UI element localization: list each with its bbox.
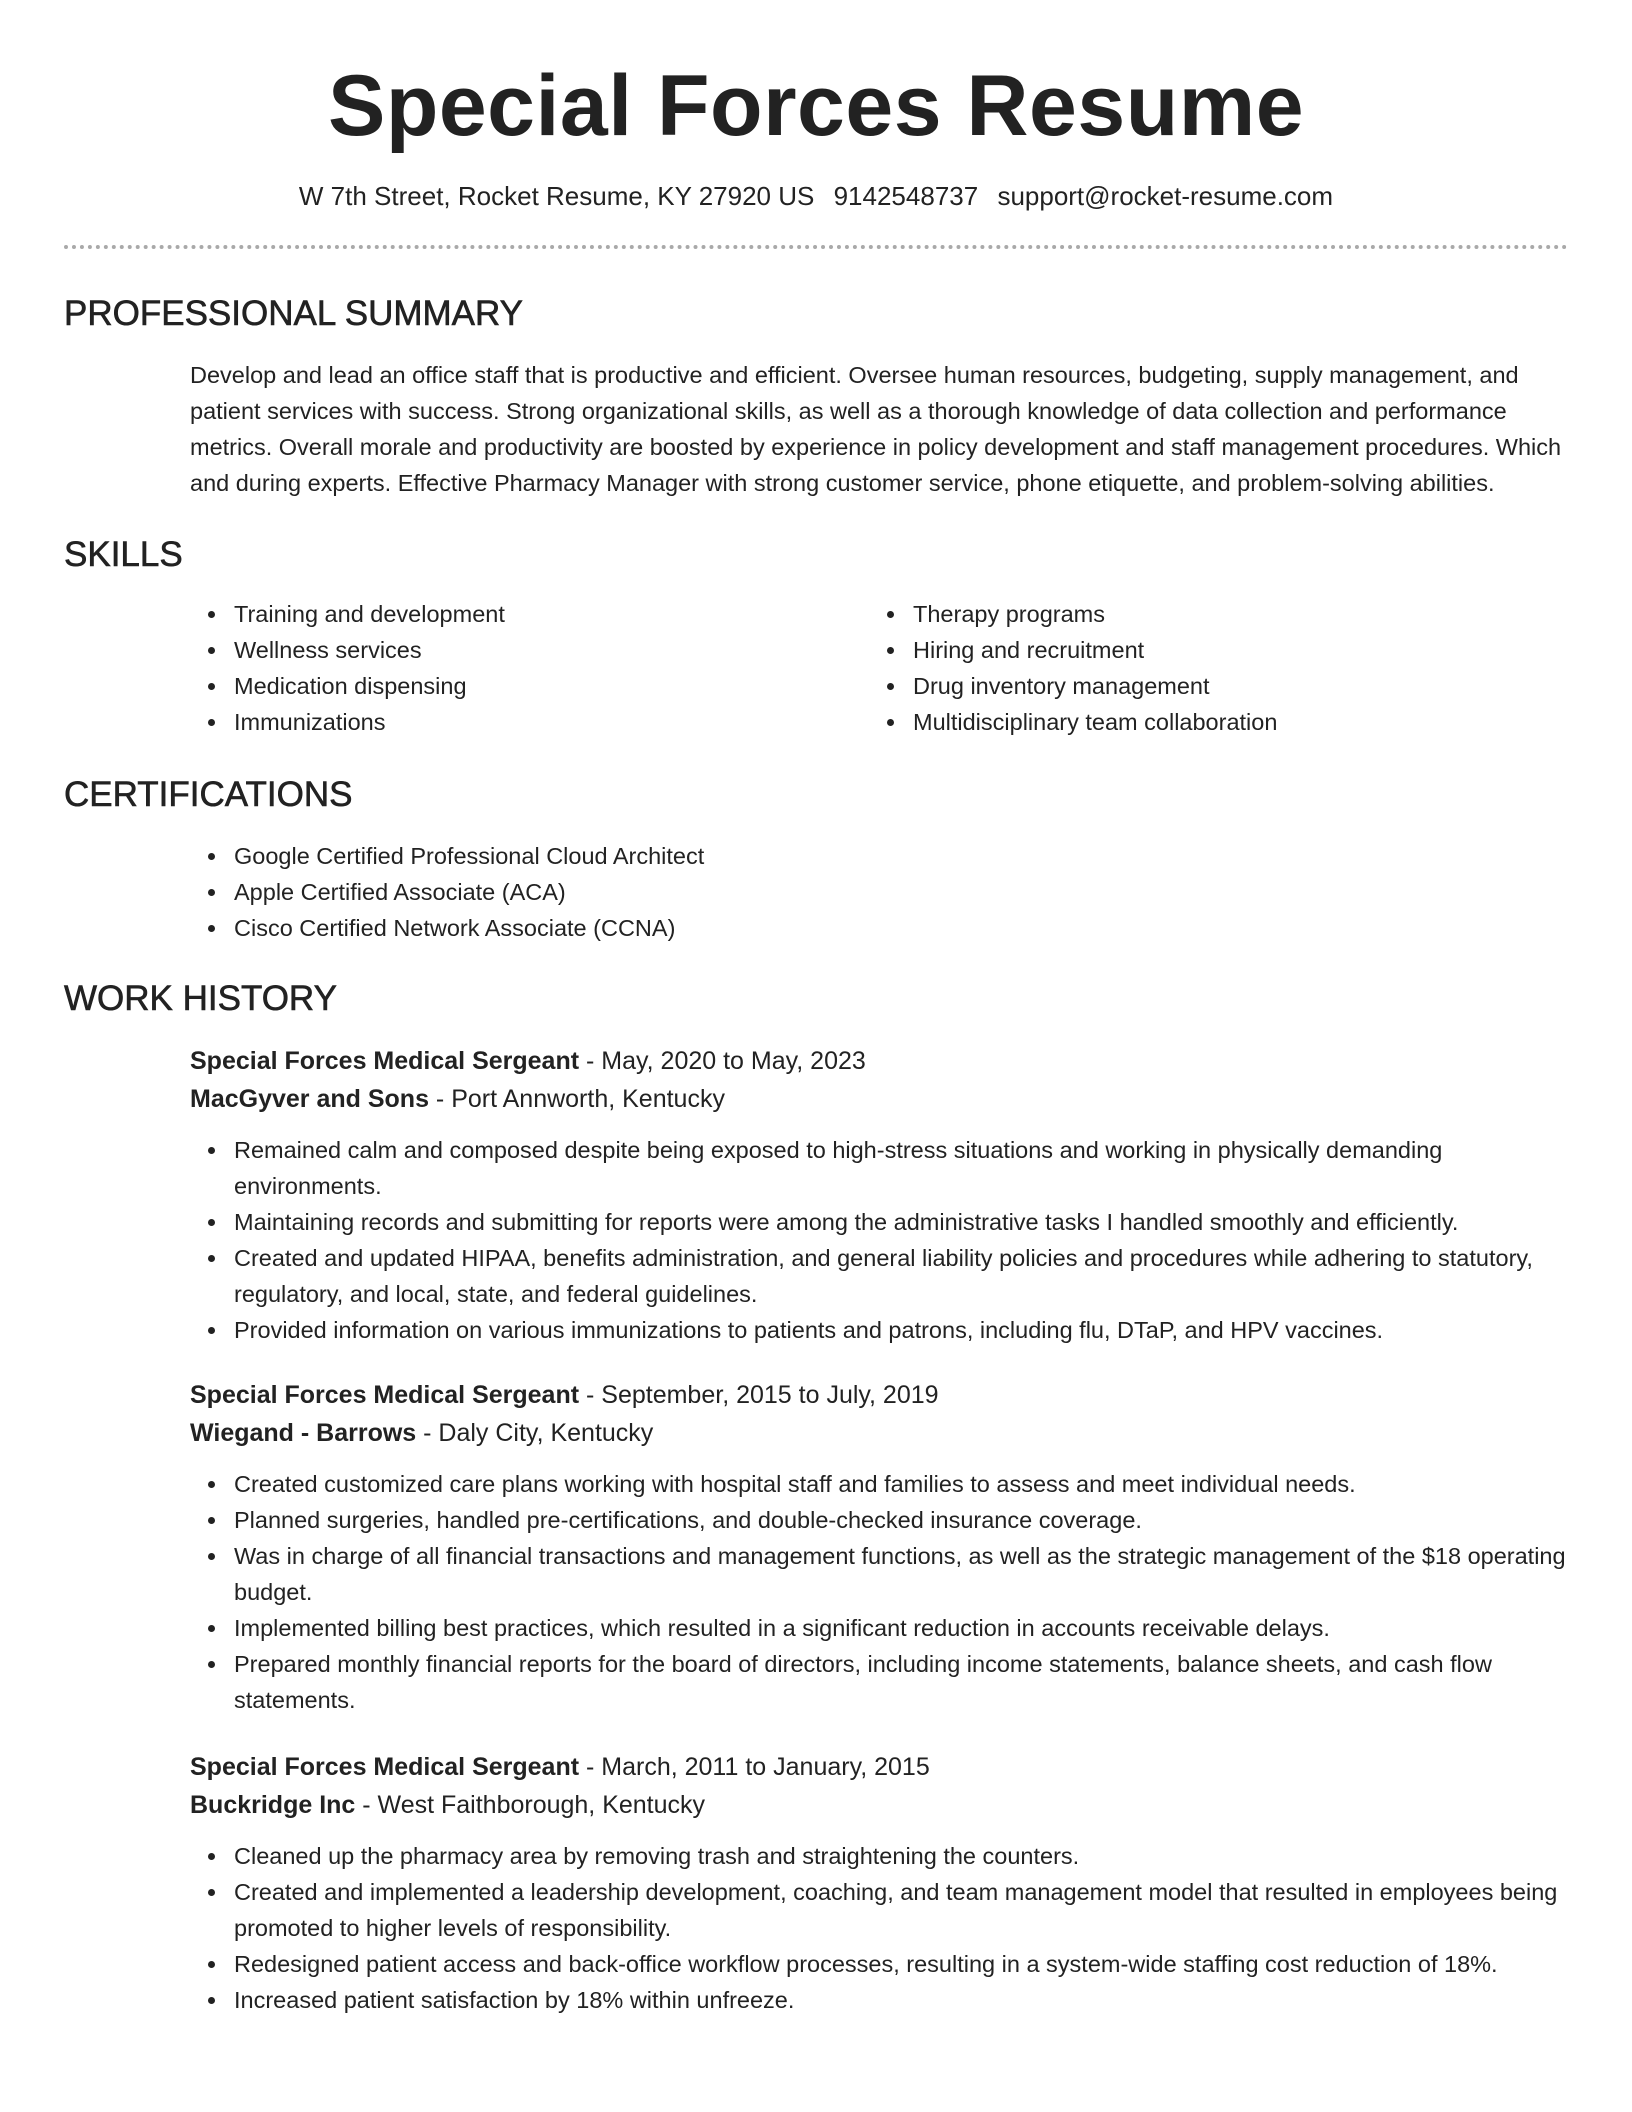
contact-line (64, 180, 1568, 212)
certifications-title: CERTIFICATIONS (64, 775, 353, 814)
job-bullet: Remained calm and composed despite being exposed to high-stress situations and working in physically demanding environments. (234, 1132, 1568, 1204)
job-company-line (190, 1414, 1568, 1452)
skills-column-right (869, 596, 1548, 740)
job-company-line (190, 1786, 1568, 1824)
contact-address: W 7th Street, Rocket Resume, KY 27920 US (298, 181, 815, 211)
skill-item: Medication dispensing (234, 668, 869, 704)
certification-item: Cisco Certified Network Associate (CCNA) (234, 910, 1568, 946)
contact-email: support@rocket-resume.com (997, 181, 1334, 211)
skills-list (190, 596, 1568, 740)
job-bullet: Planned surgeries, handled pre-certifications, and double-checked insurance coverage. (234, 1502, 1568, 1538)
skill-item: Hiring and recruitment (913, 632, 1548, 668)
job-location: - West Faithborough, Kentucky (355, 1791, 706, 1819)
skill-item: Therapy programs (913, 596, 1548, 632)
job-role: Special Forces Medical Sergeant (190, 1753, 580, 1781)
job-bullets (190, 1132, 1568, 1348)
job-bullet: Created and implemented a leadership development, coaching, and team management model that resulted in employees being promoted to higher levels of responsibility. (234, 1874, 1568, 1946)
job-company: Buckridge Inc (190, 1791, 356, 1819)
work-history-title: WORK HISTORY (64, 979, 337, 1018)
job-bullet: Maintaining records and submitting for reports were among the administrative tasks I handled smoothly and efficiently. (234, 1204, 1568, 1240)
job-bullet: Cleaned up the pharmacy area by removing trash and straightening the counters. (234, 1838, 1568, 1874)
skills-column-left (190, 596, 869, 740)
contact-phone: 9142548737 (833, 181, 979, 211)
skill-item: Multidisciplinary team collaboration (913, 704, 1548, 740)
job-company: Wiegand - Barrows (190, 1419, 417, 1447)
job-role-line (190, 1042, 1568, 1080)
job-entry (190, 1042, 1568, 1348)
skill-item: Drug inventory management (913, 668, 1548, 704)
job-bullet: Prepared monthly financial reports for the board of directors, including income statements, balance sheets, and cash flow statements. (234, 1646, 1568, 1718)
certification-item: Google Certified Professional Cloud Architect (234, 838, 1568, 874)
job-entry (190, 1748, 1568, 2018)
job-bullets (190, 1838, 1568, 2018)
resume-name: Special Forces Resume (327, 58, 1305, 154)
certifications-bullets (190, 838, 1568, 946)
certifications-list (190, 838, 1568, 946)
job-bullet: Created and updated HIPAA, benefits administration, and general liability policies and procedures while adhering to statutory, regulatory, and local, state, and federal guidelines. (234, 1240, 1568, 1312)
job-role-line (190, 1376, 1568, 1414)
job-dates: - September, 2015 to July, 2019 (579, 1381, 939, 1409)
skills-title: SKILLS (64, 535, 183, 574)
job-bullet: Created customized care plans working with hospital staff and families to assess and meet individual needs. (234, 1466, 1568, 1502)
header-divider (64, 245, 1568, 249)
summary-title: PROFESSIONAL SUMMARY (64, 294, 523, 333)
skill-item: Wellness services (234, 632, 869, 668)
skill-item: Immunizations (234, 704, 869, 740)
job-dates: - March, 2011 to January, 2015 (579, 1753, 930, 1781)
job-bullets (190, 1466, 1568, 1718)
job-role: Special Forces Medical Sergeant (190, 1047, 580, 1075)
job-bullet: Redesigned patient access and back-office workflow processes, resulting in a system-wide staffing cost reduction of 18%. (234, 1946, 1568, 1982)
job-entry (190, 1376, 1568, 1718)
job-bullet: Implemented billing best practices, which resulted in a significant reduction in accounts receivable delays. (234, 1610, 1568, 1646)
job-role: Special Forces Medical Sergeant (190, 1381, 580, 1409)
summary-text: Develop and lead an office staff that is productive and efficient. Oversee human resources, budgeting, supply management, and patient services with success. Strong organizational skills, as well as a thorough knowledge of data collection and performance metrics. Overall morale and productivity are boosted by experience in policy development and staff management procedures. Which and during experts. Effective Pharmacy Manager with strong customer service, phone etiquette, and problem-solving abilities. (190, 362, 1562, 496)
job-dates: - May, 2020 to May, 2023 (579, 1047, 866, 1075)
job-location: - Port Annworth, Kentucky (428, 1085, 725, 1113)
job-bullet: Increased patient satisfaction by 18% within unfreeze. (234, 1982, 1568, 2018)
skill-item: Training and development (234, 596, 869, 632)
job-role-line (190, 1748, 1568, 1786)
certification-item: Apple Certified Associate (ACA) (234, 874, 1568, 910)
job-company: MacGyver and Sons (190, 1085, 429, 1113)
job-bullet: Provided information on various immunizations to patients and patrons, including flu, DTaP, and HPV vaccines. (234, 1312, 1568, 1348)
job-location: - Daly City, Kentucky (416, 1419, 654, 1447)
job-company-line (190, 1080, 1568, 1118)
job-bullet: Was in charge of all financial transactions and management functions, as well as the strategic management of the $18 operating budget. (234, 1538, 1568, 1610)
